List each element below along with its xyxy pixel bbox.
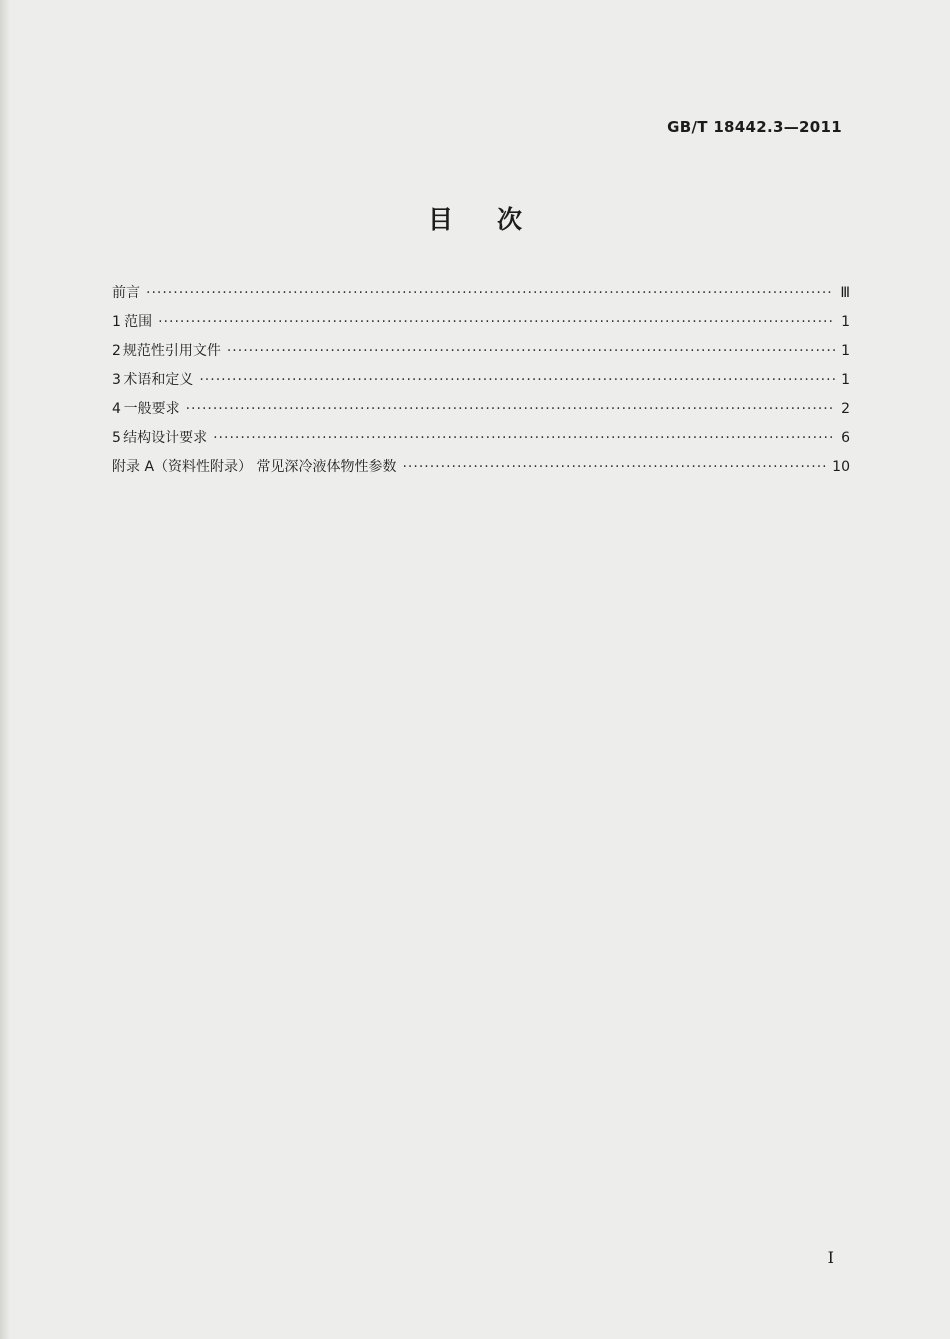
toc-page-number: Ⅲ [840, 285, 850, 301]
toc-leader-dots [186, 401, 835, 417]
toc-section-number: 1 [112, 314, 121, 330]
toc-section-number: 4 [112, 401, 121, 417]
toc-section-number: 2 [112, 343, 121, 359]
toc-page-number: 1 [841, 314, 850, 330]
toc-leader-dots [158, 314, 835, 330]
toc-entry-foreword[interactable] [112, 282, 850, 311]
toc-entry-scope[interactable] [112, 311, 850, 340]
toc-label: 术语和定义 [123, 372, 194, 388]
toc-page-number: 6 [841, 430, 850, 446]
toc-entry-terms-definitions[interactable] [112, 369, 850, 398]
toc-title: 目次 [427, 205, 566, 234]
toc-label: 一般要求 [123, 401, 180, 417]
toc-page-number: 1 [841, 372, 850, 388]
toc-page-number: 1 [841, 343, 850, 359]
toc-page-number: 2 [841, 401, 850, 417]
toc-label: 前言 [112, 285, 140, 301]
toc-label: 附录 A（资料性附录） 常见深冷液体物性参数 [112, 459, 397, 475]
toc-entry-structural-design[interactable] [112, 427, 850, 456]
toc-entry-general-requirements[interactable] [112, 398, 850, 427]
toc-leader-dots [227, 343, 835, 359]
toc-leader-dots [199, 372, 835, 388]
toc-leader-dots [146, 285, 834, 301]
toc-entry-normative-references[interactable] [112, 340, 850, 369]
toc-section-number: 5 [112, 430, 121, 446]
toc-label: 范围 [124, 314, 153, 330]
page-number: I [827, 1248, 834, 1267]
table-of-contents [112, 282, 850, 485]
toc-entry-annex-a[interactable] [112, 456, 850, 485]
toc-page-number: 10 [832, 459, 850, 475]
toc-leader-dots [213, 430, 835, 446]
toc-leader-dots [402, 459, 826, 475]
toc-label: 规范性引用文件 [122, 343, 221, 359]
standard-code: GB/T 18442.3—2011 [667, 118, 842, 136]
toc-label: 结构设计要求 [123, 430, 208, 446]
toc-section-number: 3 [112, 372, 121, 388]
